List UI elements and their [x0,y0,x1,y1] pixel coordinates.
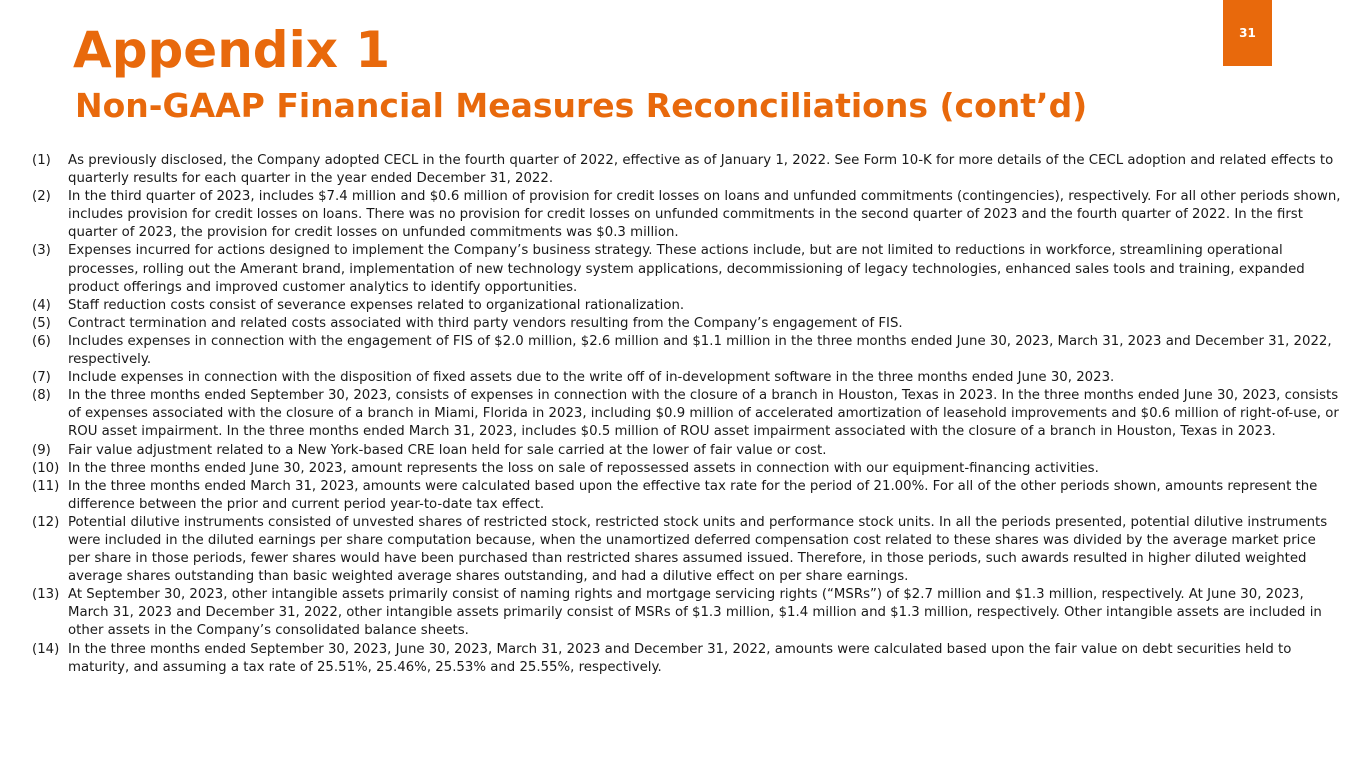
footnote-number: (3) [32,243,51,259]
footnote-text: Contract termination and related costs associated with third party vendors resulting from the Company’s engagement of FIS. [68,315,903,331]
footnote-item [32,586,1342,640]
footnote-number: (1) [32,153,51,168]
footnote-number: (11) [32,478,60,494]
footnote-item [32,478,1342,514]
footnote-item [32,460,1342,478]
footnote-item [32,152,1342,188]
footnote-number: (4) [32,297,51,313]
footnote-text: Potential dilutive instruments consisted of unvested shares of restricted stock, restricted stock units and performance stock units. In all the periods presented, potential dilutive instruments were included in the diluted earnings per share computation because, when the unamortized deferred compensation cost related to these shares was divided by the average market price per share in those periods, fewer shares would have been purchased than restricted shares assumed issued. Therefore, in those periods, such awards resulted in higher diluted weighted average shares outstanding than basic weighted average shares outstanding, and had a dilutive effect on per share earnings. [68,514,1328,585]
footnote-text: In the three months ended June 30, 2023, amount represents the loss on sale of repossessed assets in connection with our equipment-financing activities. [68,460,1099,476]
footnote-item [32,641,1342,677]
footnote-item [32,442,1342,460]
footnote-text: In the three months ended September 30, 2023, consists of expenses in connection with the closure of a branch in Houston, Texas in 2023. In the three months ended June 30, 2023, consists of expenses associated with the closure of a branch in Miami, Florida in 2023, including $0.9 million of accelerated amortization of leasehold improvements and $0.6 million of right-of-use, or ROU asset impairment. In the three months ended March 31, 2023, includes $0.5 million of ROU asset impairment associated with the closure of a branch in Houston, Texas in 2023. [68,388,1339,440]
footnote-item [32,297,1342,315]
footnote-number: (2) [32,189,51,205]
footnote-text: Fair value adjustment related to a New York-based CRE loan held for sale carried at the lower of fair value or cost. [68,442,827,458]
footnote-text: Staff reduction costs consist of severance expenses related to organizational rationalization. [68,297,685,313]
footnote-number: (14) [32,641,60,657]
footnote-text: In the three months ended September 30, 2023, June 30, 2023, March 31, 2023 and December 31, 2022, amounts were calculated based upon the fair value on debt securities held to maturity, and assuming a tax rate of 25.51%, 25.46%, 25.53% and 25.55%, respectively. [68,641,1292,675]
footnote-item [32,188,1342,242]
footnote-item [32,242,1342,296]
footnote-text: In the three months ended March 31, 2023, amounts were calculated based upon the effective tax rate for the period of 21.00%. For all of the other periods shown, amounts represent the difference between the prior and current period year-to-date tax effect. [68,478,1318,512]
footnote-item [32,514,1342,586]
footnote-text: As previously disclosed, the Company adopted CECL in the fourth quarter of 2022, effective as of January 1, 2022. See Form 10-K for more details of the CECL adoption and related effects to quarterly results for each quarter in the year ended December 31, 2022. [68,153,1334,187]
footnote-number: (9) [32,442,51,458]
footnote-text: Expenses incurred for actions designed to implement the Company’s business strategy. These actions include, but are not limited to reductions in workforce, streamlining operational processes, rolling out the Amerant brand, implementation of new technology system applications, decommissioning of legacy technologies, enhanced sales tools and training, expanded product offerings and improved customer analytics to identify opportunities. [68,243,1305,295]
footnote-item [32,387,1342,441]
footnote-text: At September 30, 2023, other intangible assets primarily consist of naming rights and mortgage servicing rights (“MSRs”) of $2.7 million and $1.3 million, respectively. At June 30, 2023, March 31, 2023 and December 31, 2022, other intangible assets primarily consist of MSRs of $1.3 million, $1.4 million and $1.3 million, respectively. Other intangible assets are included in other assets in the Company’s consolidated balance sheets. [68,587,1322,639]
footnote-number: (7) [32,370,51,386]
page-subtitle: Non-GAAP Financial Measures Reconciliations (cont’d) [75,86,1088,125]
footnote-number: (8) [32,388,51,404]
footnote-text: Includes expenses in connection with the engagement of FIS of $2.0 million, $2.6 million and $1.1 million in the three months ended June 30, 2023, March 31, 2023 and December 31, 2022, respectively. [68,333,1332,368]
footnote-number: (12) [32,514,60,530]
page-number: 31 [1239,26,1256,40]
footnote-number: (6) [32,333,51,349]
footnotes-list [32,152,1342,677]
footnote-number: (13) [32,587,60,603]
footnote-text: Include expenses in connection with the disposition of fixed assets due to the write off of in-development software in the three months ended June 30, 2023. [68,370,1115,386]
footnote-item [32,315,1342,333]
page-number-badge [1223,0,1272,66]
footnote-number: (5) [32,315,51,331]
footnote-item [32,369,1342,387]
footnote-text: In the third quarter of 2023, includes $7.4 million and $0.6 million of provision for credit losses on loans and unfunded commitments (contingencies), respectively. For all other periods shown, includes provision for credit losses on loans. There was no provision for credit losses on unfunded commitments in the second quarter of 2023 and the fourth quarter of 2022. In the first quarter of 2023, the provision for credit losses on unfunded commitments was $0.3 million. [68,189,1341,241]
page-title: Appendix 1 [73,21,391,79]
footnote-item [32,333,1342,369]
footnote-number: (10) [32,460,60,476]
